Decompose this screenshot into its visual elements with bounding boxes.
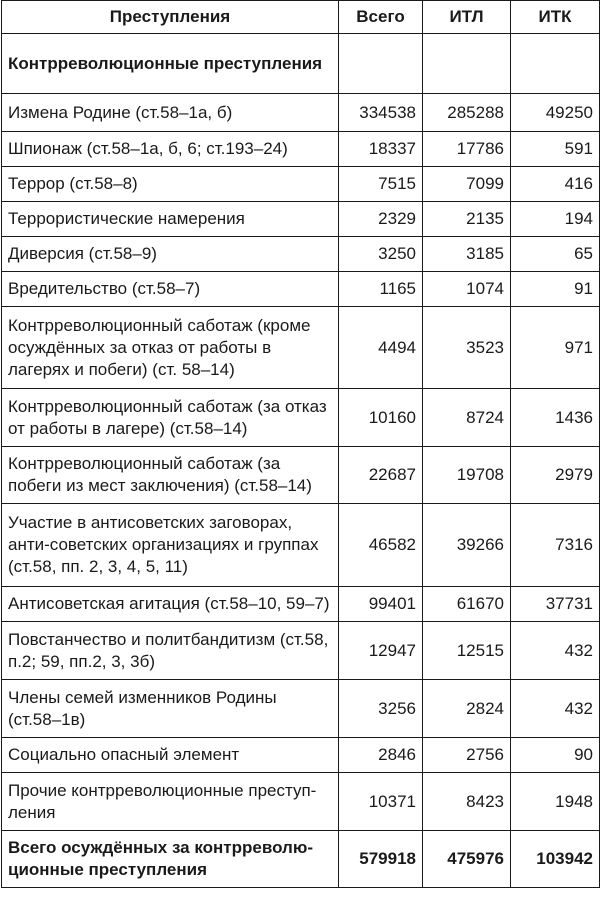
row-label: Вредительство (ст.58–7) xyxy=(2,272,339,307)
row-total: 10371 xyxy=(339,773,423,831)
header-itk: ИТК xyxy=(511,1,600,34)
row-label: Члены семей изменников Родины (ст.58–1в) xyxy=(2,680,339,738)
table-row xyxy=(2,167,600,202)
row-label: Контрреволюционный саботаж (за отказ от работы в лагере) (ст.58–14) xyxy=(2,389,339,447)
row-label: Антисоветская агитация (ст.58–10, 59–7) xyxy=(2,587,339,622)
table-row xyxy=(2,272,600,307)
section-title: Контрреволюционные преступления xyxy=(2,34,339,94)
row-itk: 416 xyxy=(511,167,600,202)
row-itl: 2135 xyxy=(423,202,511,237)
row-itk: 90 xyxy=(511,738,600,773)
header-row xyxy=(2,1,600,34)
row-itk: 194 xyxy=(511,202,600,237)
row-label: Повстанчество и политбандитизм (ст.58, п.2; 59, пп.2, 3, 3б) xyxy=(2,622,339,680)
row-itk: 49250 xyxy=(511,94,600,132)
row-label: Шпионаж (ст.58–1а, б, 6; ст.193–24) xyxy=(2,132,339,167)
row-label: Контрреволюционный саботаж (кроме осуждённых за отказ от работы в лагерях и побеги) (ст. 58–14) xyxy=(2,307,339,389)
table-row xyxy=(2,504,600,587)
section-row xyxy=(2,34,600,94)
row-itl: 8724 xyxy=(423,389,511,447)
total-itl: 475976 xyxy=(423,831,511,888)
row-total: 99401 xyxy=(339,587,423,622)
total-total: 579918 xyxy=(339,831,423,888)
row-itk: 432 xyxy=(511,622,600,680)
row-itl: 12515 xyxy=(423,622,511,680)
row-label: Прочие контрреволюционные преступ-ления xyxy=(2,773,339,831)
row-total: 46582 xyxy=(339,504,423,587)
row-itl: 7099 xyxy=(423,167,511,202)
table-row xyxy=(2,94,600,132)
row-itl: 8423 xyxy=(423,773,511,831)
table-row xyxy=(2,389,600,447)
row-total: 12947 xyxy=(339,622,423,680)
row-itk: 1436 xyxy=(511,389,600,447)
row-itl: 39266 xyxy=(423,504,511,587)
table-row xyxy=(2,132,600,167)
row-total: 3250 xyxy=(339,237,423,272)
row-itl: 285288 xyxy=(423,94,511,132)
table-row xyxy=(2,773,600,831)
row-itk: 971 xyxy=(511,307,600,389)
row-total: 1165 xyxy=(339,272,423,307)
row-itk: 7316 xyxy=(511,504,600,587)
row-itl: 3523 xyxy=(423,307,511,389)
table-row xyxy=(2,587,600,622)
row-label: Участие в антисоветских заговорах, анти-советских организациях и группах (ст.58, пп. 2, 3, 4, 5, 11) xyxy=(2,504,339,587)
row-label: Террор (ст.58–8) xyxy=(2,167,339,202)
table-row xyxy=(2,307,600,389)
row-itl: 1074 xyxy=(423,272,511,307)
table-row xyxy=(2,202,600,237)
row-total: 2846 xyxy=(339,738,423,773)
total-row xyxy=(2,831,600,888)
row-itl: 2824 xyxy=(423,680,511,738)
row-total: 10160 xyxy=(339,389,423,447)
row-total: 334538 xyxy=(339,94,423,132)
row-label: Социально опасный элемент xyxy=(2,738,339,773)
total-label: Всего осуждённых за контрреволю-ционные преступления xyxy=(2,831,339,888)
row-itk: 91 xyxy=(511,272,600,307)
crimes-table xyxy=(1,0,600,888)
row-itl: 2756 xyxy=(423,738,511,773)
header-itl: ИТЛ xyxy=(423,1,511,34)
total-itk: 103942 xyxy=(511,831,600,888)
row-itl: 61670 xyxy=(423,587,511,622)
row-label: Террористические намерения xyxy=(2,202,339,237)
row-label: Контрреволюционный саботаж (за побеги из мест заключения) (ст.58–14) xyxy=(2,447,339,504)
row-total: 3256 xyxy=(339,680,423,738)
row-itl: 17786 xyxy=(423,132,511,167)
row-total: 7515 xyxy=(339,167,423,202)
row-itl: 3185 xyxy=(423,237,511,272)
table-row xyxy=(2,622,600,680)
table-row xyxy=(2,237,600,272)
row-total: 2329 xyxy=(339,202,423,237)
row-itk: 1948 xyxy=(511,773,600,831)
row-label: Диверсия (ст.58–9) xyxy=(2,237,339,272)
row-itk: 432 xyxy=(511,680,600,738)
row-total: 4494 xyxy=(339,307,423,389)
row-total: 22687 xyxy=(339,447,423,504)
row-itk: 591 xyxy=(511,132,600,167)
table-row xyxy=(2,680,600,738)
header-crimes: Преступления xyxy=(2,1,339,34)
row-itk: 37731 xyxy=(511,587,600,622)
row-total: 18337 xyxy=(339,132,423,167)
header-total: Всего xyxy=(339,1,423,34)
table-row xyxy=(2,447,600,504)
row-itl: 19708 xyxy=(423,447,511,504)
row-itk: 65 xyxy=(511,237,600,272)
table-row xyxy=(2,738,600,773)
row-label: Измена Родине (ст.58–1а, б) xyxy=(2,94,339,132)
row-itk: 2979 xyxy=(511,447,600,504)
